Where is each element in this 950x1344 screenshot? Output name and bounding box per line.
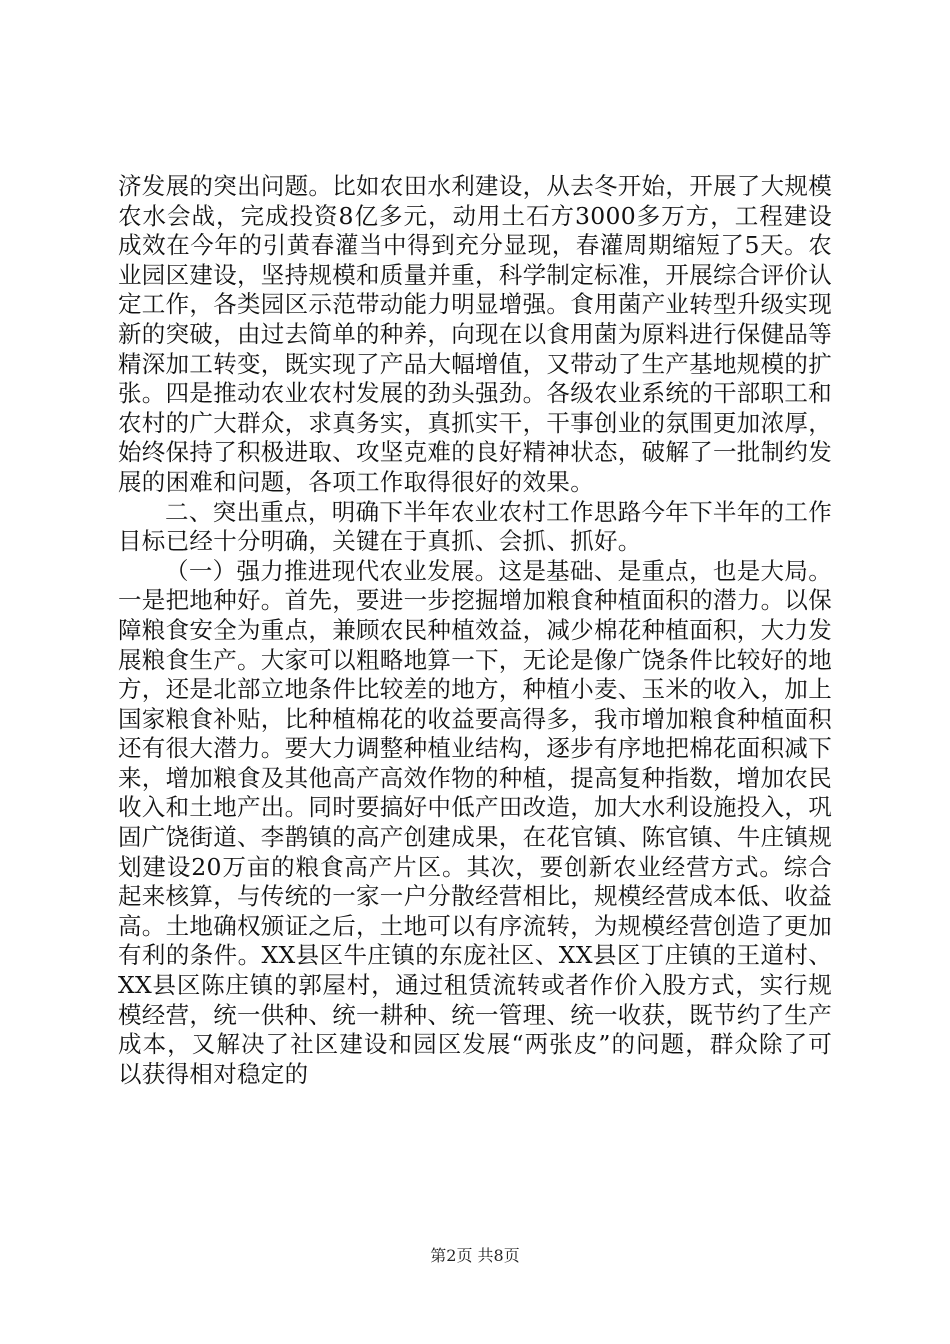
paragraph-continued: 济发展的突出问题。比如农田水利建设，从去冬开始，开展了大规模农水会战，完成投资8亿多元，动用土石方3000多万方，工程建设成效在今年的引黄春灌当中得到充分显现，春灌周期缩短了5天。农业园区建设，坚持规模和质量并重，科学制定标准，开展综合评价认定工作，各类园区示范带动能力明显增强。食用菌产业转型升级实现新的突破，由过去简单的种养，向现在以食用菌为原料进行保健品等精深加工转变，既实现了产品大幅增值，又带动了生产基地规模的扩张。四是推动农业农村发展的劲头强劲。各级农业系统的干部职工和农村的广大群众，求真务实，真抓实干，干事创业的氛围更加浓厚，始终保持了积极进取、攻坚克难的良好精神状态，破解了一批制约发展的困难和问题，各项工作取得很好的效果。 bbox=[118, 172, 832, 496]
paragraph-section-two: 二、突出重点，明确下半年农业农村工作思路今年下半年的工作目标已经十分明确，关键在于真抓、会抓、抓好。 bbox=[118, 497, 832, 556]
document-body bbox=[118, 172, 832, 1089]
page-number-footer: 第2页 共8页 bbox=[430, 1246, 520, 1265]
paragraph-subsection-one: （一）强力推进现代农业发展。这是基础、是重点，也是大局。一是把地种好。首先，要进一步挖掘增加粮食种植面积的潜力。以保障粮食安全为重点，兼顾农民种植效益，减少棉花种植面积，大力发展粮食生产。大家可以粗略地算一下，无论是像广饶条件比较好的地方，还是北部立地条件比较差的地方，种植小麦、玉米的收入，加上国家粮食补贴，比种植棉花的收益要高得多，我市增加粮食种植面积还有很大潜力。要大力调整种植业结构，逐步有序地把棉花面积减下来，增加粮食及其他高产高效作物的种植，提高复种指数，增加农民收入和土地产出。同时要搞好中低产田改造，加大水利设施投入，巩固广饶街道、李鹊镇的高产创建成果，在花官镇、陈官镇、牛庄镇规划建设20万亩的粮食高产片区。其次，要创新农业经营方式。综合起来核算，与传统的一家一户分散经营相比，规模经营成本低、收益高。土地确权颁证之后，土地可以有序流转，为规模经营创造了更加有利的条件。XX县区牛庄镇的东庞社区、XX县区丁庄镇的王道村、XX县区陈庄镇的郭屋村，通过租赁流转或者作价入股方式，实行规模经营，统一供种、统一耕种、统一管理、统一收获，既节约了生产成本，又解决了社区建设和园区发展“两张皮”的问题，群众除了可以获得相对稳定的 bbox=[118, 556, 832, 1088]
